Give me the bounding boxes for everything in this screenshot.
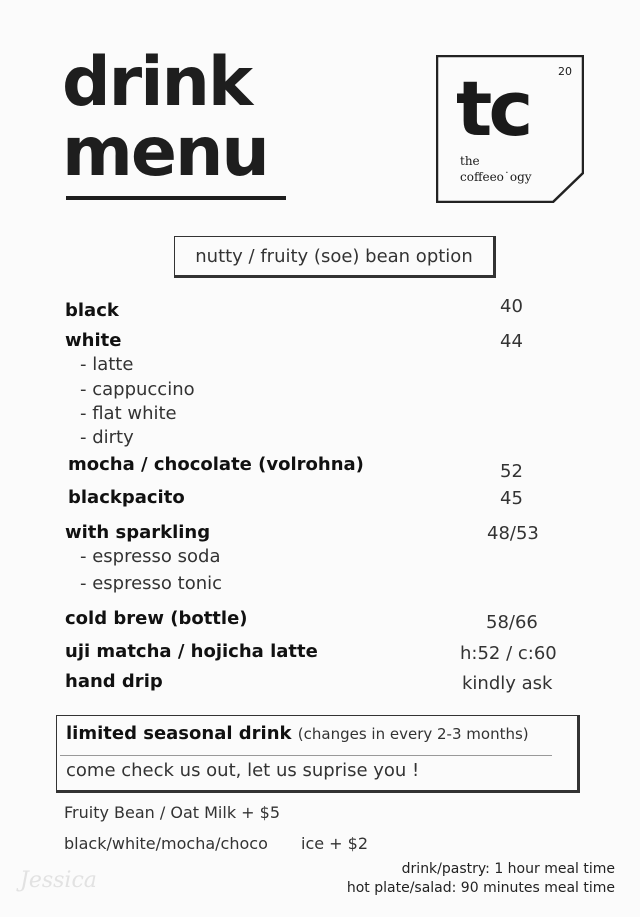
item-hand-drip-name: hand drip	[65, 671, 163, 692]
item-matcha-price: h:52 / c:60	[460, 643, 557, 664]
seasonal-title	[66, 723, 529, 744]
item-blackpacito-price: 45	[500, 488, 523, 509]
white-option-cappuccino: - cappuccino	[80, 379, 195, 400]
signature-watermark: Jessica	[20, 868, 97, 893]
item-cold-brew-price: 58/66	[486, 612, 538, 633]
meal-time-drink-pastry: drink/pastry: 1 hour meal time	[401, 861, 615, 877]
item-cold-brew-name: cold brew (bottle)	[65, 608, 248, 629]
item-sparkling-price: 48/53	[487, 523, 539, 544]
sparkling-option-soda: - espresso soda	[80, 546, 221, 567]
white-option-latte: - latte	[80, 354, 134, 375]
logo-subtitle-the: the	[460, 154, 480, 168]
white-option-flat-white: - flat white	[80, 403, 177, 424]
title-line-menu: menu	[62, 113, 268, 192]
coffeeology-logo	[436, 55, 584, 203]
logo-number: 20	[558, 65, 572, 78]
item-blackpacito-name: blackpacito	[68, 487, 185, 508]
item-matcha-name: uji matcha / hojicha latte	[65, 641, 318, 662]
item-mocha-price: 52	[500, 461, 523, 482]
title-line-drink: drink	[62, 43, 252, 122]
item-white-name: white	[65, 330, 122, 351]
item-sparkling-name: with sparkling	[65, 522, 211, 543]
sparkling-option-tonic: - espresso tonic	[80, 573, 223, 594]
extras-ice-price: ice + $2	[301, 834, 369, 853]
item-mocha-name: mocha / chocolate (volrohna)	[68, 454, 364, 475]
menu-title	[62, 43, 268, 192]
meal-time-hot-plate: hot plate/salad: 90 minutes meal time	[346, 880, 615, 896]
seasonal-line: come check us out, let us suprise you !	[66, 760, 420, 781]
item-black-price: 40	[500, 296, 523, 317]
item-black-name: black	[65, 300, 119, 321]
bean-option-box	[174, 236, 496, 278]
white-option-dirty: - dirty	[80, 427, 134, 448]
seasonal-title-text: limited seasonal drink	[66, 723, 292, 744]
extras-ice-items: black/white/mocha/choco	[64, 834, 268, 853]
item-white-price: 44	[500, 331, 523, 352]
logo-subtitle-coffeeology: coffeeo˙ogy	[460, 170, 532, 184]
bean-option-text: nutty / fruity (soe) bean option	[195, 245, 473, 267]
extras-fruity-oat: Fruity Bean / Oat Milk + $5	[64, 803, 281, 822]
seasonal-note: (changes in every 2-3 months)	[297, 725, 529, 743]
seasonal-divider	[60, 755, 552, 756]
title-underline	[66, 196, 286, 200]
logo-letters: tc	[456, 64, 530, 153]
item-hand-drip-price: kindly ask	[462, 673, 553, 694]
